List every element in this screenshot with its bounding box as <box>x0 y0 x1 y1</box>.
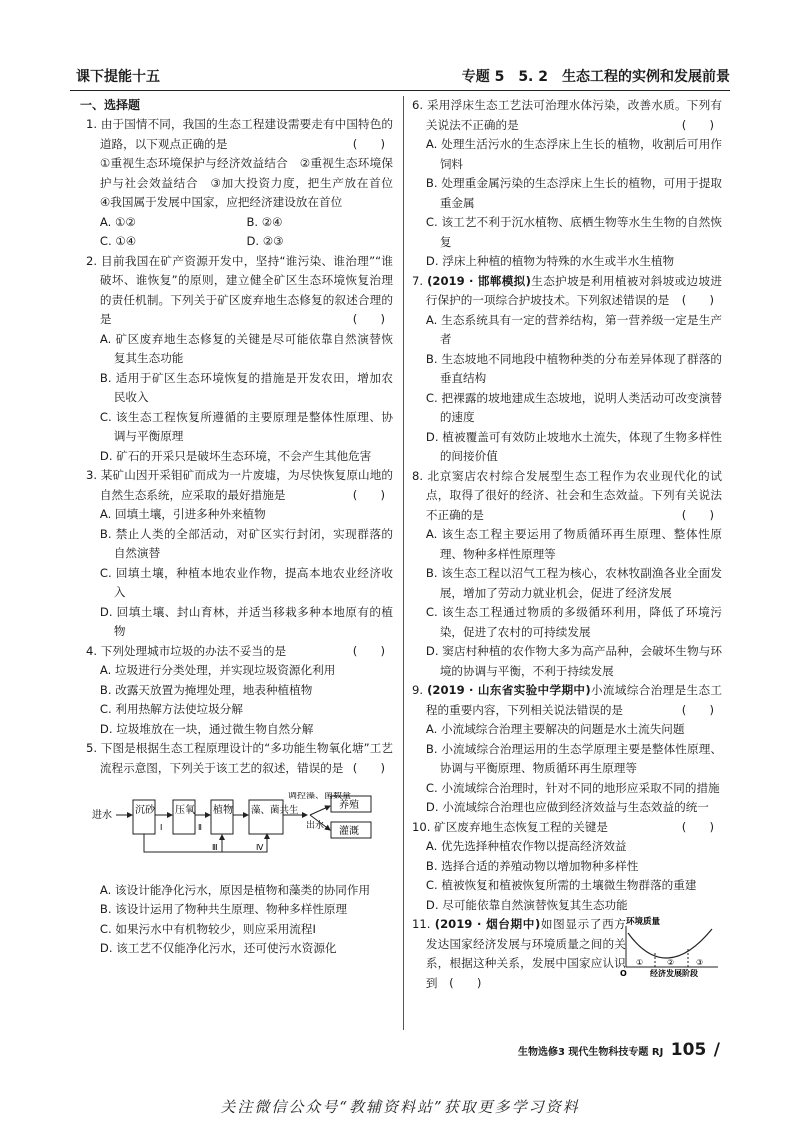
route-2-label: Ⅱ <box>198 823 202 832</box>
graph-y-label: 环境质量 <box>626 917 661 927</box>
answer-bracket: ( ) <box>352 487 385 502</box>
aquaculture-label: 养殖 <box>339 800 359 811</box>
right-column <box>412 96 722 993</box>
question-2-stem: 2. 目前我国在矿产资源开发中，坚持“谁污染、谁治理”“谁破坏、谁恢复”的原则，建立健全矿区生态环境恢复治理的责任机制。下列关于矿区废弃地生态修复的叙述合理的是 <box>86 253 393 326</box>
option-a: A. 优先选择种植农作物以提高经济效益 <box>425 839 627 853</box>
book-title: 生物选修3 现代生物科技专题 RJ <box>517 1047 664 1058</box>
option-b: B. 改露天放置为掩埋处理，地表种植植物 <box>99 682 313 697</box>
option-d: D. ②③ <box>246 234 284 248</box>
option-c: C. 该生态工程恢复所遵循的主要原理是整体性原理、协调与平衡原理 <box>99 409 393 443</box>
option-b: B. 禁止人类的全部活动，对矿区实行封闭，实现群落的自然演替 <box>99 526 393 560</box>
option-c: C. 把裸露的坡地建成生态坡地，说明人类活动可改变演替的速度 <box>425 390 722 424</box>
question-6-stem: 6. 采用浮床生态工艺法可治理水体污染，改善水质。下列有关说法不正确的是 <box>412 98 722 132</box>
question-11-stem: 如图显示了西方发达国家经济发展与环境质量之间的关系，根据这种关系，发展中国家应认识到 <box>425 917 626 990</box>
footer-slash: / <box>713 1040 720 1060</box>
question-9: 9. (2019 · 山东省实验中学期中)小流域综合治理是生态工程的重要内容，下列相关说法错误的是 ( ) A. 小流域综合治理主要解决的问题是水土流失问题 B. 小流域综合治理运用的生态学原理主要是整体性原理、协调与平衡原理、物质循环再生原理等 C. 小流域综合治理时，针对不同的地形应采取不同的措施 D. 小流域综合治理也应做到经济效益与生态效益的统一 <box>412 681 722 818</box>
option-c: C. 利用热解方法使垃圾分解 <box>99 702 243 716</box>
option-d: D. 浮床上种植的植物为特殊的水生或半水生植物 <box>425 254 675 268</box>
question-source: (2019 · 邯郸模拟) <box>427 273 531 288</box>
option-c: C. 该工艺不利于沉水植物、底栖生物等水生生物的自然恢复 <box>425 215 722 249</box>
option-a: A. 该设计能净化污水，原因是植物和藻类的协同作用 <box>99 882 371 897</box>
answer-bracket: ( ) <box>352 643 385 658</box>
question-source: (2019 · 山东省实验中学期中) <box>427 683 591 697</box>
section-title: 一、选择题 <box>80 98 141 112</box>
question-4 <box>86 642 393 740</box>
option-b: B. 该生态工程以沼气工程为核心，农林牧副渔各业全面发展，增加了劳动力就业机会，促进了经济发展 <box>425 566 722 600</box>
answer-bracket: ( ) <box>352 136 385 151</box>
algae-label: 藻、菌共生 <box>251 805 299 816</box>
question-1-statements: ①重视生态环境保护与经济效益结合 ②重视生态环境保护与社会效益结合 ③加大投资力度，把生产放在首位 ④我国属于发展中国家，应把经济建设放在首位 <box>99 156 405 209</box>
answer-bracket: ( ) <box>352 760 385 775</box>
option-a: A. ①② <box>99 214 136 229</box>
option-c: C. ①④ <box>99 234 137 248</box>
irrigation-label: 灌溉 <box>339 826 359 837</box>
option-c: C. 小流域综合治理时，针对不同的地形应采取不同的措施 <box>425 780 720 795</box>
oxygen-label: 压氧 <box>175 805 195 816</box>
option-a: A. 小流域综合治理主要解决的问题是水土流失问题 <box>425 722 685 736</box>
control-label: 调控藻、菌数量 <box>288 792 352 801</box>
question-3-stem: 3. 某矿山因开采钼矿而成为一片废墟，为尽快恢复原山地的自然生态系统，应采取的最好措施是 <box>86 468 393 502</box>
stage-3-label: ③ <box>696 958 704 967</box>
option-a: A. 该生态工程主要运用了物质循环再生原理、整体性原理、物种多样性原理等 <box>425 527 722 561</box>
question-7-stem: 生态护坡是利用植被对斜坡或边坡进行保护的一项综合护坡技术。下列叙述错误的是 <box>425 273 722 307</box>
option-c: C. 植被恢复和植被恢复所需的土壤微生物群落的重建 <box>425 878 697 892</box>
option-c: C. 该生态工程通过物质的多级循环利用，降低了环境污染，促进了农村的可持续发展 <box>425 605 722 639</box>
option-b: B. 生态坡地不同地段中植物种类的分布差异体现了群落的垂直结构 <box>425 351 722 385</box>
stage-2-label: ② <box>667 958 675 967</box>
question-4-stem: 4. 下列处理城市垃圾的办法不妥当的是 <box>86 643 287 658</box>
option-d: D. 垃圾堆放在一块，通过微生物自然分解 <box>99 721 314 736</box>
question-5 <box>86 739 393 959</box>
question-9-stem: 小流域综合治理是生态工程的重要内容，下列相关说法错误的是 <box>425 683 723 717</box>
question-7: 7. (2019 · 邯郸模拟)生态护坡是利用植被对斜坡或边坡进行保护的一项综合护坡技术。下列叙述错误的是 ( ) A. 生态系统具有一定的营养结构，第一营养级一定是生产者 B. 生态坡地不同地段中植物种类的分布差异体现了群落的垂直结构 C. 把裸露的坡地建成生态坡地，说明人类活动可改变演替的速度 D. 植被覆盖可有效防止坡地水土流失，体现了生物多样性的间接价值 <box>412 272 722 467</box>
left-column <box>80 96 405 959</box>
page-footer <box>518 1040 720 1060</box>
answer-bracket: ( ) <box>681 819 714 834</box>
route-3-label: Ⅲ <box>212 843 218 852</box>
column-divider <box>403 96 404 1030</box>
option-d: D. 该工艺不仅能净化污水，还可使污水资源化 <box>99 941 337 955</box>
option-c: C. 回填土壤，种植本地农业作物，提高本地农业经济收入 <box>99 565 393 599</box>
answer-bracket: ( ) <box>681 117 714 132</box>
option-b: B. 小流域综合治理运用的生态学原理主要是整体性原理、协调与平衡原理、物质循环再生原理等 <box>425 741 722 775</box>
option-a: A. 矿区废弃地生态修复的关键是尽可能依靠自然演替恢复其生态功能 <box>99 331 393 365</box>
header-rule <box>70 90 730 91</box>
answer-bracket: ( ) <box>449 975 482 990</box>
outlet-label: 出水 <box>306 821 325 831</box>
option-b: B. 处理重金属污染的生态浮床上生长的植物，可用于提取重金属 <box>425 176 722 210</box>
option-c: C. 如果污水中有机物较少，则应采用流程Ⅰ <box>99 921 316 936</box>
route-1-label: Ⅰ <box>160 823 163 832</box>
bottom-handwritten-note: 关注微信公众号“教辅资料站”获取更多学习资料 <box>220 1098 580 1116</box>
question-11: 11. (2019 · 烟台期中)如图显示了西方发达国家经济发展与环境质量之间的关系，根据这种关系，发展中国家应认识到 ( ) 环境质量 ① ② ③ O 经济发展阶段 <box>412 915 722 993</box>
topic-title: 专题 5 5. 2 生态工程的实例和发展前景 <box>461 69 730 85</box>
question-8 <box>412 467 722 682</box>
answer-bracket: ( ) <box>352 312 385 326</box>
option-a: A. 生态系统具有一定的营养结构，第一营养级一定是生产者 <box>425 312 722 346</box>
environment-economy-graph <box>620 915 720 977</box>
answer-bracket: ( ) <box>681 293 714 307</box>
answer-bracket: ( ) <box>681 507 714 522</box>
option-d: D. 尽可能依靠自然演替恢复其生态功能 <box>425 897 628 912</box>
option-d: D. 回填土壤、封山育林，并适当移栽多种本地原有的植物 <box>99 604 393 638</box>
option-a: A. 回填土壤，引进多种外来植物 <box>99 507 266 521</box>
sediment-label: 沉砂 <box>135 805 155 816</box>
question-3 <box>86 466 393 642</box>
question-source: (2019 · 烟台期中) <box>434 917 541 931</box>
option-b: B. 该设计运用了物种共生原理、物种多样性原理 <box>99 902 348 916</box>
question-2 <box>86 252 393 467</box>
stage-1-label: ① <box>636 958 644 967</box>
section-label: 课下提能十五 <box>76 69 160 85</box>
question-1-stem: 1. 由于国情不同，我国的生态工程建设需要走有中国特色的道路，以下观点正确的是 <box>86 117 393 151</box>
option-d: D. 矿石的开采只是破坏生态环境，不会产生其他危害 <box>99 448 372 463</box>
process-flow-diagram <box>92 792 393 871</box>
option-b: B. ②④ <box>246 214 283 229</box>
option-d: D. 窦店村种植的农作物大多为高产品种，会破坏生物与环境的协调与平衡，不利于持续发展 <box>425 644 722 678</box>
page-header <box>70 62 730 88</box>
question-1 <box>86 115 405 252</box>
question-8-stem: 8. 北京窦店农村综合发展型生态工程作为农业现代化的试点，取得了很好的经济、社会和生态效益。下列有关说法不正确的是 <box>412 468 722 522</box>
option-a: A. 垃圾进行分类处理，并实现垃圾资源化利用 <box>99 663 336 677</box>
option-a: A. 处理生活污水的生态浮床上生长的植物，收割后可用作饲料 <box>425 137 722 171</box>
question-10 <box>412 818 722 916</box>
question-10-stem: 10. 矿区废弃地生态恢复工程的关键是 <box>412 819 609 834</box>
option-d: D. 小流域综合治理也应做到经济效益与生态效益的统一 <box>425 800 709 814</box>
option-d: D. 植被覆盖可有效防止坡地水土流失，体现了生物多样性的间接价值 <box>425 429 722 463</box>
graph-x-label: 经济发展阶段 <box>650 969 698 977</box>
graph-curve <box>628 929 712 958</box>
answer-bracket: ( ) <box>681 702 714 717</box>
plant-label: 植物 <box>213 805 233 816</box>
option-b: B. 选择合适的养殖动物以增加物种多样性 <box>425 858 639 873</box>
page-number: 105 <box>670 1040 707 1060</box>
question-6 <box>412 96 722 272</box>
question-5-stem: 5. 下图是根据生态工程原理设计的“多功能生物氧化塘”工艺流程示意图，下列关于该工艺的叙述，错误的是 <box>86 741 393 775</box>
option-b: B. 适用于矿区生态环境恢复的措施是开发农田，增加农民收入 <box>99 370 393 404</box>
graph-origin: O <box>620 969 627 977</box>
flow-diagram-svg <box>92 792 382 864</box>
inlet-label: 进水 <box>92 810 112 821</box>
route-4-label: Ⅳ <box>256 843 264 852</box>
